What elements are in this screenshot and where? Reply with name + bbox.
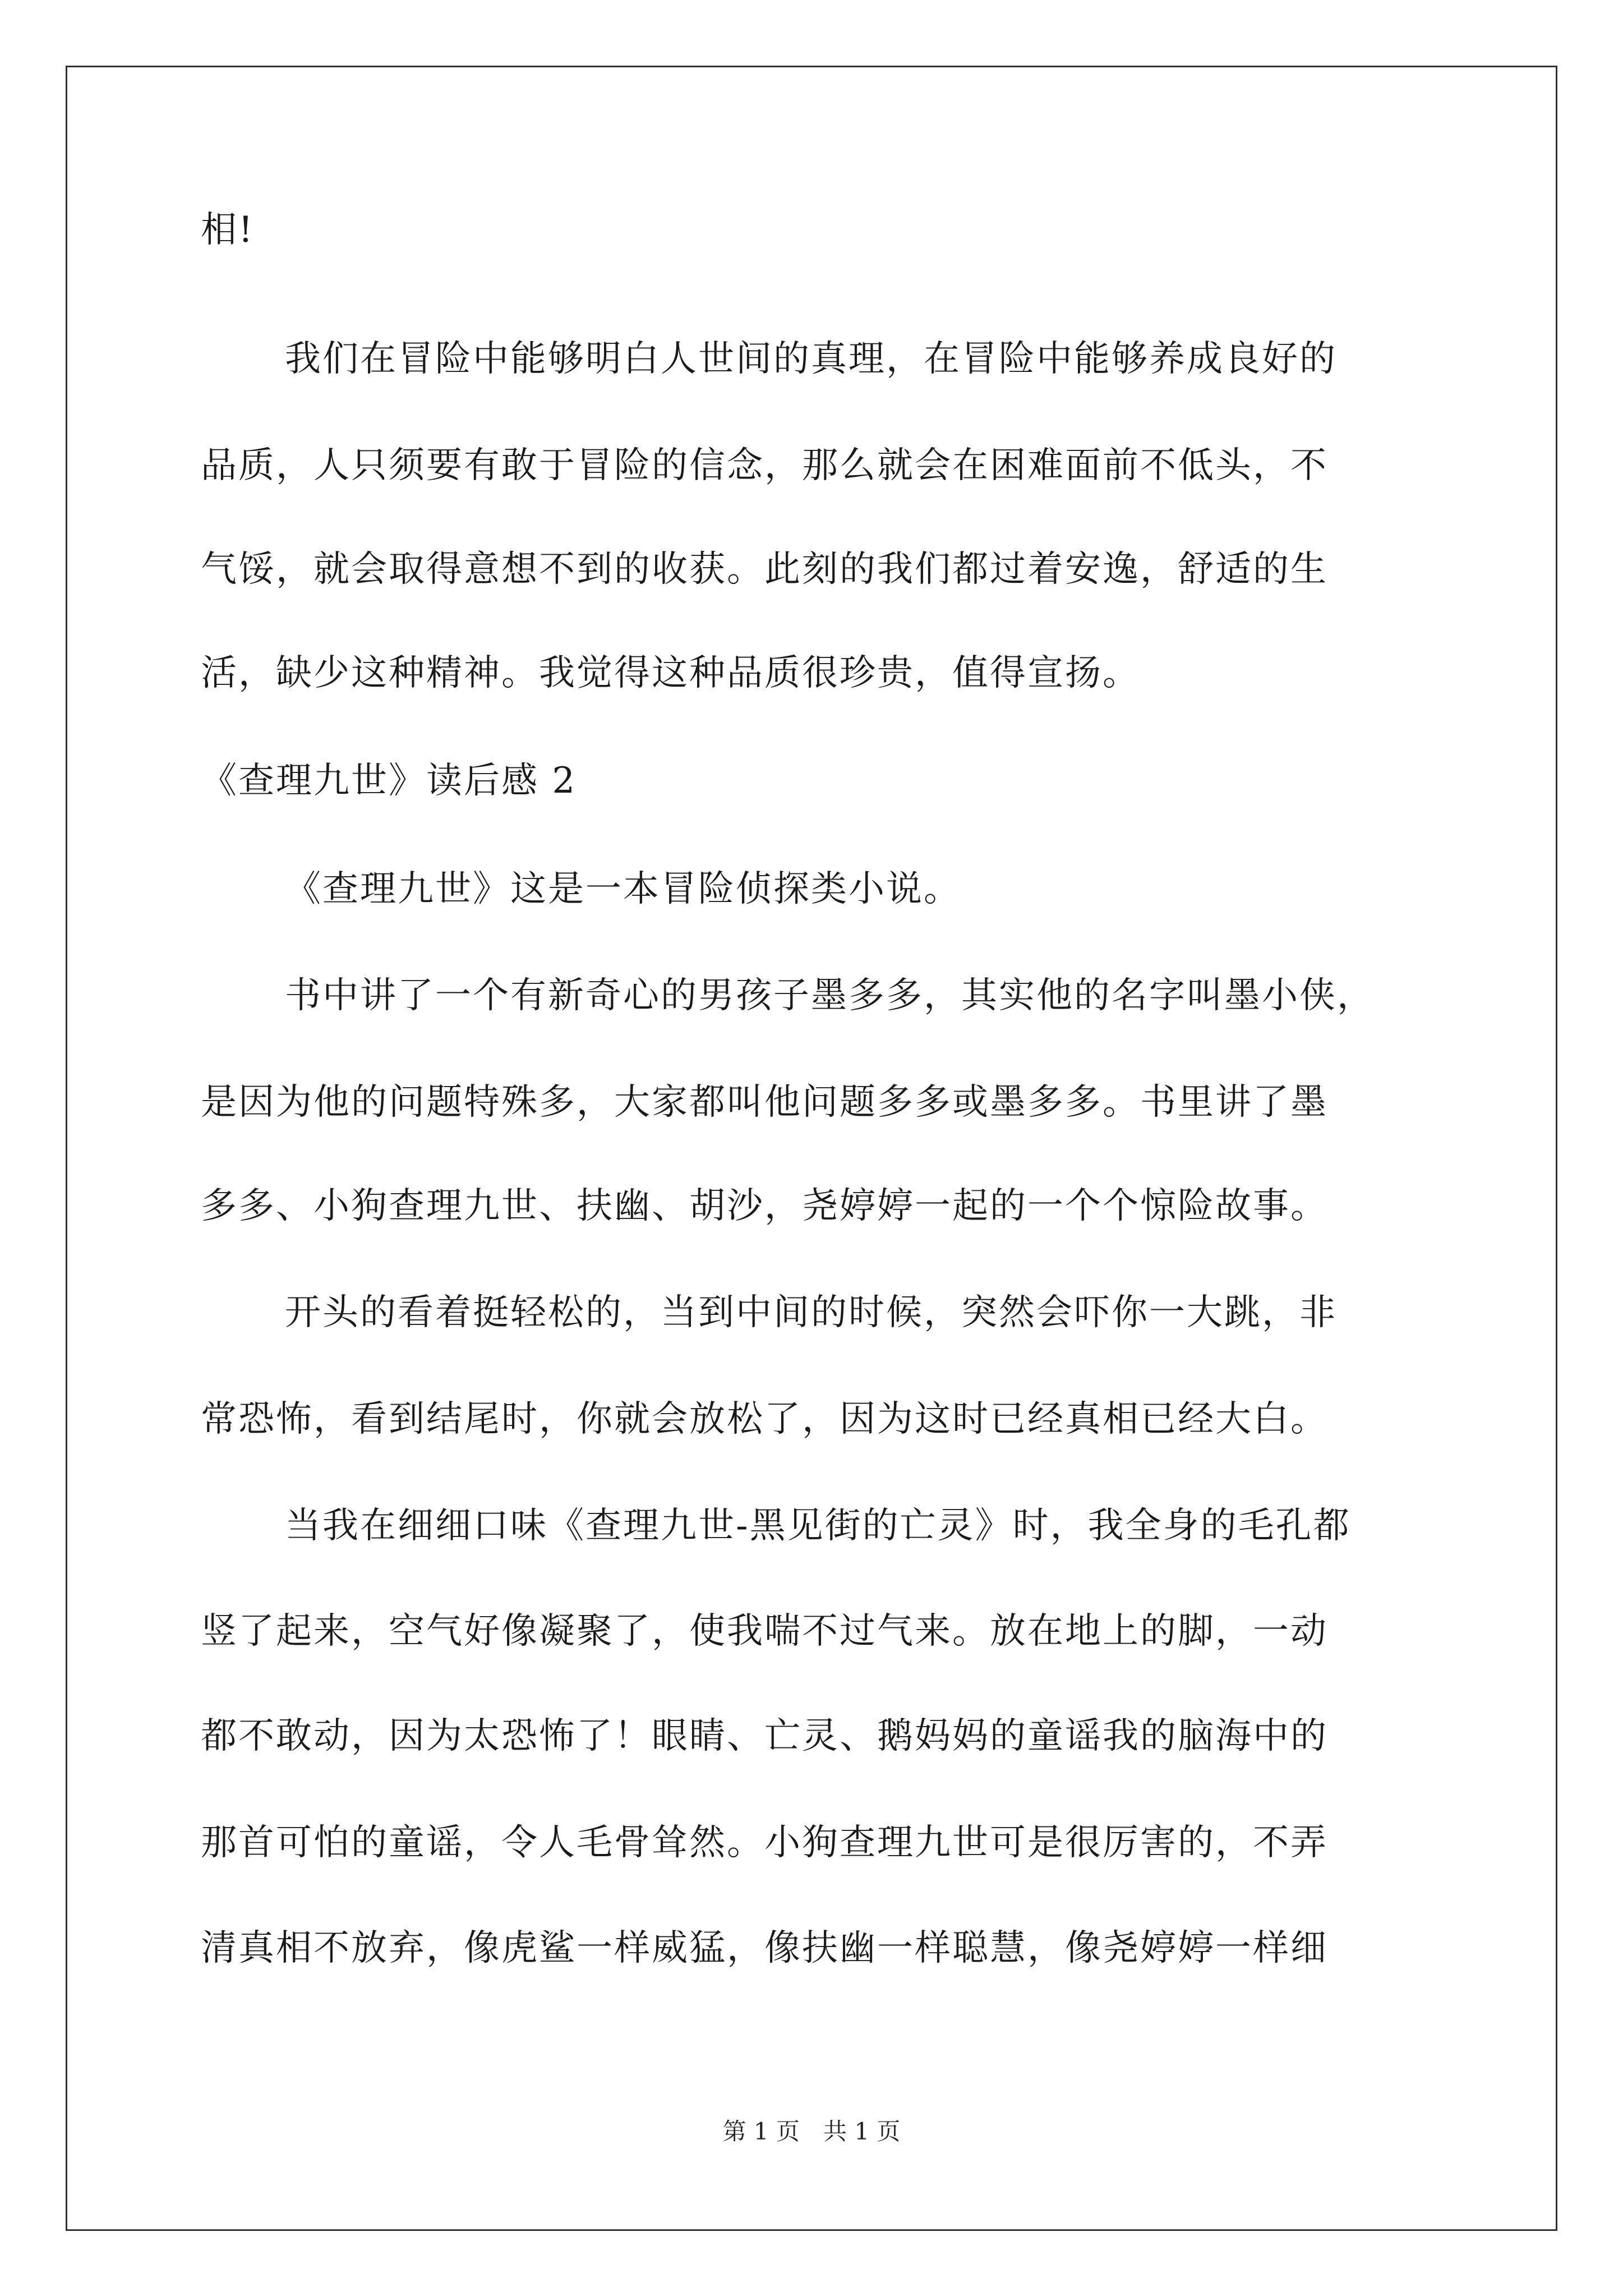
page-border	[66, 66, 1557, 2231]
text-line-3: 品质，人只须要有敢于冒险的信念，那么就会在困难面前不低头，不	[201, 445, 1328, 486]
text-line-9: 是因为他的问题特殊多，大家都叫他问题多多或墨多多。书里讲了墨	[201, 1082, 1328, 1123]
text-line-2: 我们在冒险中能够明白人世间的真理，在冒险中能够养成良好的	[285, 338, 1337, 380]
text-line-12: 常恐怖，看到结尾时，你就会放松了，因为这时已经真相已经大白。	[201, 1398, 1328, 1440]
section-heading: 《查理九世》读后感 2	[201, 760, 577, 802]
text-line-1: 相!	[201, 209, 255, 251]
text-line-7: 《查理九世》这是一本冒险侦探类小说。	[285, 868, 961, 910]
text-line-15: 都不敢动，因为太恐怖了！眼睛、亡灵、鹅妈妈的童谣我的脑海中的	[201, 1715, 1328, 1757]
text-line-14: 竖了起来，空气好像凝聚了，使我喘不过气来。放在地上的脚，一动	[201, 1611, 1328, 1652]
text-line-8: 书中讲了一个有新奇心的男孩子墨多多，其实他的名字叫墨小侠，	[285, 975, 1375, 1016]
text-line-13: 当我在细细口味《查理九世-黑见街的亡灵》时，我全身的毛孔都	[285, 1505, 1351, 1547]
text-line-16: 那首可怕的童谣，令人毛骨耸然。小狗查理九世可是很厉害的，不弄	[201, 1822, 1328, 1864]
page-footer: 第 1 页 共 1 页	[722, 2118, 901, 2145]
text-line-5: 活，缺少这种精神。我觉得这种品质很珍贵，值得宣扬。	[201, 652, 1140, 694]
text-line-10: 多多、小狗查理九世、扶幽、胡沙，尧婷婷一起的一个个惊险故事。	[201, 1185, 1328, 1227]
text-line-11: 开头的看着挺轻松的，当到中间的时候，突然会吓你一大跳，非	[285, 1292, 1337, 1333]
text-line-4: 气馁，就会取得意想不到的收获。此刻的我们都过着安逸，舒适的生	[201, 549, 1328, 590]
text-line-17: 清真相不放弃，像虎鲨一样威猛，像扶幽一样聪慧，像尧婷婷一样细	[201, 1927, 1328, 1969]
